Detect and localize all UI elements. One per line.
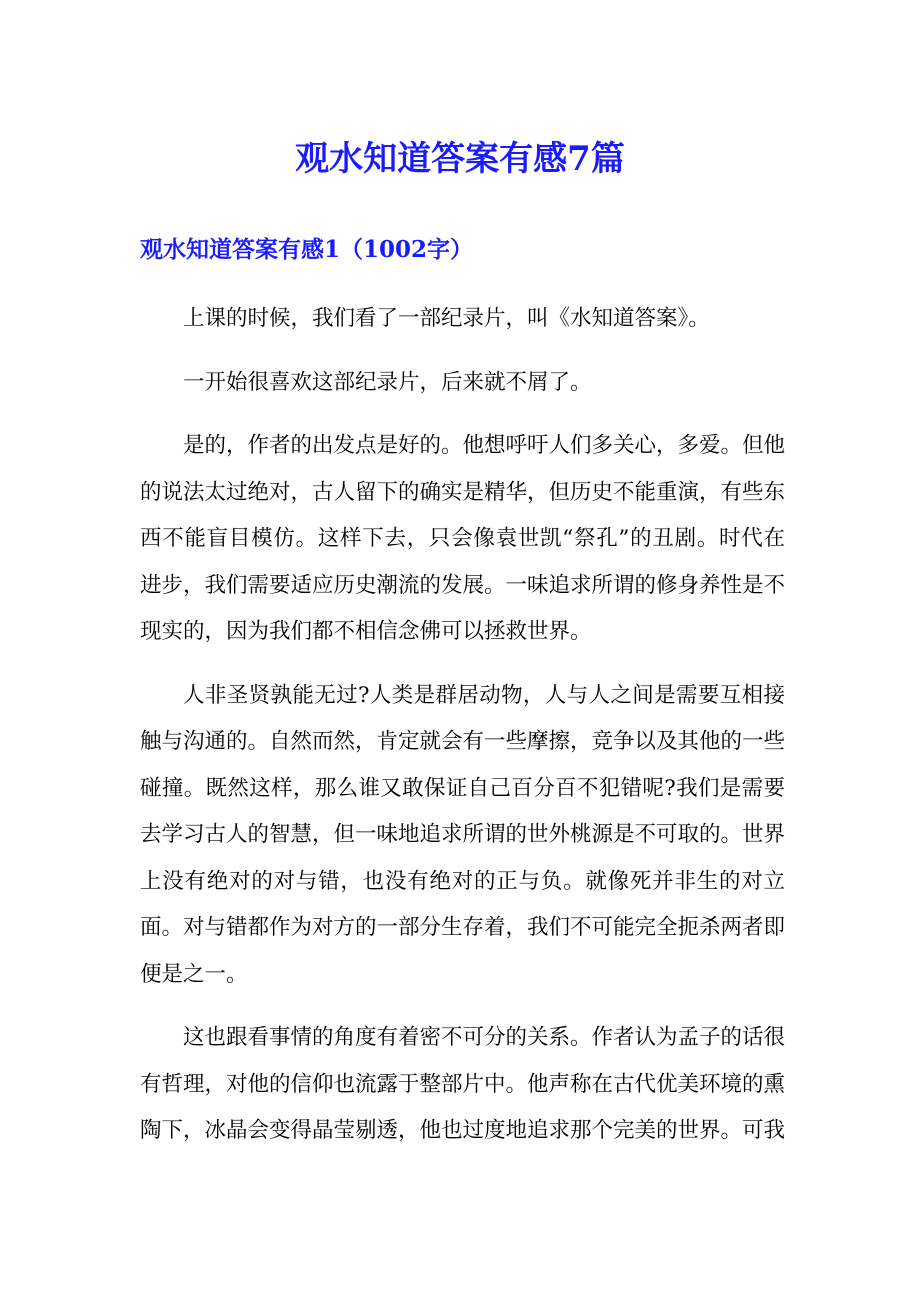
paragraph: 人非圣贤孰能无过?人类是群居动物，人与人之间是需要互相接触与沟通的。自然而然，肯定就会有一些摩擦，竞争以及其他的一些碰撞。既然这样，那么谁又敢保证自己百分百不犯错呢?我们是需要去学习古人的智慧，但一味地追求所谓的世外桃源是不可取的。世界上没有绝对的对与错，也没有绝对的正与负。就像死并非生的对立面。对与错都作为对方的一部分生存着，我们不可能完全扼杀两者即便是之一。 <box>140 682 786 987</box>
paragraph: 一开始很喜欢这部纪录片，后来就不屑了。 <box>183 369 592 395</box>
paragraph: 这也跟看事情的角度有着密不可分的关系。作者认为孟子的话很有哲理，对他的信仰也流露于整部片中。他声称在古代优美环境的熏陶下，冰晶会变得晶莹剔透，他也过度地追求那个完美的世界。可我 <box>140 1025 786 1143</box>
paragraph: 是的，作者的出发点是好的。他想呼吁人们多关心，多爱。但他的说法太过绝对，古人留下的确实是精华，但历史不能重演，有些东西不能盲目模仿。这样下去，只会像袁世凯“祭孔”的丑剧。时代在进步，我们需要适应历史潮流的发展。一味追求所谓的修身养性是不现实的，因为我们都不相信念佛可以拯救世界。 <box>140 433 786 644</box>
section-heading: 观水知道答案有感1（1002字） <box>140 236 474 263</box>
section-body <box>140 296 785 1172</box>
paragraph: 上课的时候，我们看了一部纪录片，叫《水知道答案》。 <box>183 306 710 331</box>
document-title: 观水知道答案有感7篇 <box>295 139 625 179</box>
